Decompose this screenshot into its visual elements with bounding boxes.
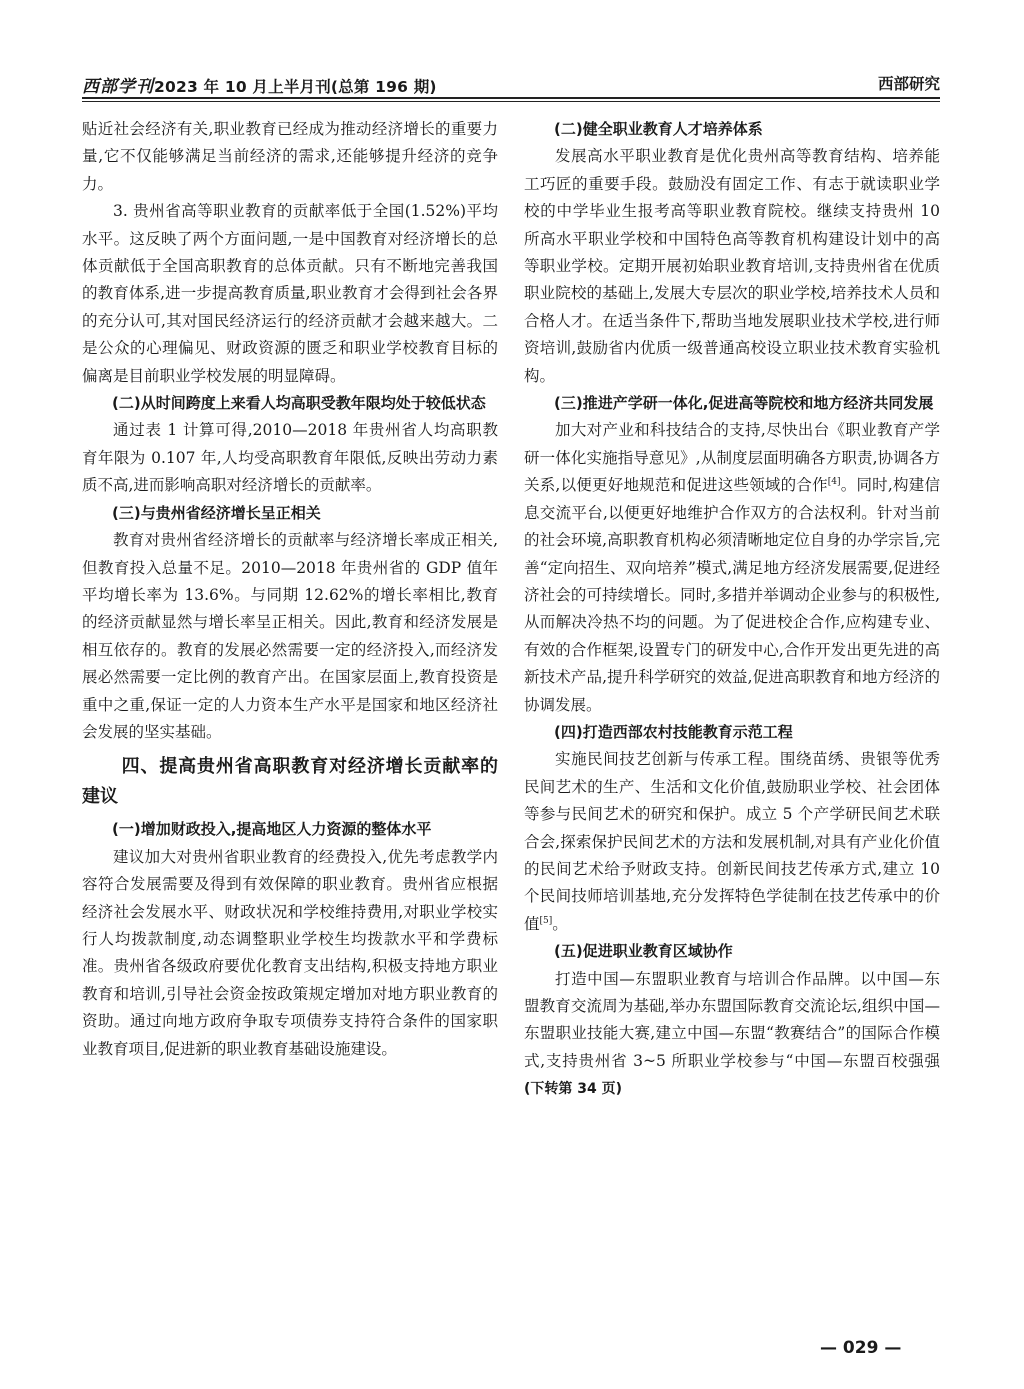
issue-info: 2023 年 10 月上半月刊(总第 196 期) [154, 78, 437, 96]
paragraph: 发展高水平职业教育是优化贵州高等教育结构、培养能工巧匠的重要手段。鼓励没有固定工作、有志于就读职业学校的中学毕业生报考高等职业教育院校。继续支持贵州 10 所高水平职业学校和中国特色高等教育机构建设计划中的高等职业学校。定期开展初始职业教育培训,支持贵州省在优质职业院校的基础上,发展大专层次的职业学校,培养技术人员和合格人才。在适当条件下,帮助当地发展职业技术学校,进行师资培训,鼓励省内优质一级普通高校设立职业技术教育实验机构。 [524, 147, 940, 385]
left-column [82, 116, 498, 1063]
paragraph: 贴近社会经济有关,职业教育已经成为推动经济增长的重要力量,它不仅能够满足当前经济的需求,还能够提升经济的竞争力。 [82, 120, 498, 193]
section-name: 西部研究 [877, 75, 940, 93]
paragraph: 通过表 1 计算可得,2010—2018 年贵州省人均高职教育年限为 0.107 年,人均受高职教育年限低,反映出劳动力素质不高,进而影响高职对经济增长的贡献率。 [82, 421, 498, 495]
section-heading: (三)与贵州省经济增长呈正相关 [112, 503, 321, 522]
paragraph [524, 746, 940, 938]
section-heading: (一)增加财政投入,提高地区人力资源的整体水平 [112, 820, 432, 839]
paragraph: 教育对贵州省经济增长的贡献率与经济增长率成正相关,但教育投入总量不足。2010—2018 年贵州省的 GDP 值年平均增长率为 13.6%。与同期 12.62%的增长率相比,教育的经济贡献显然与增长率呈正相关。因此,教育和经济发展是相互依存的。教育的发展必然需要一定的经济投入,而经济发展必然需要一定比例的教育产出。在国家层面上,教育投资是重中之重,保证一定的人力资本生产水平是国家和地区经济社会发展的坚实基础。 [82, 531, 498, 741]
paragraph-text: 。同时,构建信息交流平台,以便更好地维护合作双方的合法权利。针对当前的社会环境,高职教育机构必须清晰地定位自身的办学宗旨,完善“定向招生、双向培养”模式,满足地方经济发展需要,促进经济社会的可持续增长。同时,多措并举调动企业参与的积极性,从而解决冷热不均的问题。为了促进校企合作,应构建专业、有效的合作框架,设置专门的研发中心,合作开发出更先进的高新技术产品,提升科学研究的效益,促进高职教育和地方经济的协调发展。 [524, 476, 940, 714]
paragraph [524, 417, 940, 718]
running-header [82, 72, 940, 96]
section-heading: (三)推进产学研一体化,促进高等院校和地方经济共同发展 [554, 394, 934, 413]
reference-mark: [5] [539, 915, 553, 926]
section-heading: (五)促进职业教育区域协作 [554, 942, 733, 961]
section-heading: (二)从时间跨度上来看人均高职受教年限均处于较低状态 [112, 394, 486, 413]
paragraph-text: 。 [552, 914, 568, 933]
journal-logo: 西部学刊 [82, 77, 154, 97]
paragraph-text: 加大对产业和科技结合的支持,尽快出台《职业教育产学研一体化实施指导意见》,从制度层面明确各方职责,协调各方关系,以便更好地规范和促进这些领域的合作 [524, 421, 940, 495]
paragraph-text: 打造中国—东盟职业教育与培训合作品牌。以中国—东盟教育交流周为基础,举办东盟国际教育交流论坛,组织中国—东盟职业技能大赛,建立中国—东盟“教赛结合”的国际合作模式,支持贵州省 3~5 所职业学校参与“中国—东盟百校强强 [524, 969, 940, 1070]
section-heading: (二)健全职业教育人才培养体系 [554, 120, 763, 138]
chapter-heading: 四、提高贵州省高职教育对经济增长贡献率的建议 [82, 756, 498, 808]
header-rule [82, 97, 940, 99]
header-rule-thin [82, 101, 940, 102]
section-heading: (四)打造西部农村技能教育示范工程 [554, 722, 793, 741]
reference-mark: [4] [827, 477, 841, 488]
continued-note: (下转第 34 页) [524, 1081, 623, 1098]
paragraph [524, 966, 940, 1104]
right-column [524, 116, 940, 1104]
page-number: — 029 — [820, 1338, 902, 1358]
journal-issue-line [82, 72, 437, 97]
paragraph: 3. 贵州省高等职业教育的贡献率低于全国(1.52%)平均水平。这反映了两个方面问题,一是中国教育对经济增长的总体贡献低于全国高职教育的总体贡献。只有不断地完善我国的教育体系,进一步提高教育质量,职业教育才会得到社会各界的充分认可,其对国民经济运行的经济贡献才会越来越大。二是公众的心理偏见、财政资源的匮乏和职业学校教育目标的偏离是目前职业学校发展的明显障碍。 [82, 202, 498, 385]
paragraph: 建议加大对贵州省职业教育的经费投入,优先考虑教学内容符合发展需要及得到有效保障的职业教育。贵州省应根据经济社会发展水平、财政状况和学校维持费用,对职业学校实行人均拨款制度,动态调整职业学校生均拨款水平和学费标准。贵州省各级政府要优化教育支出结构,积极支持地方职业教育和培训,引导社会资金按政策规定增加对地方职业教育的资助。通过向地方政府争取专项债券支持符合条件的国家职业教育项目,促进新的职业教育基础设施建设。 [82, 847, 498, 1058]
paragraph-text: 实施民间技艺创新与传承工程。围绕苗绣、贵银等优秀民间艺术的生产、生活和文化价值,鼓励职业学校、社会团体等参与民间艺术的研究和保护。成立 5 个产学研民间艺术联合会,探索保护民间艺术的方法和发展机制,对具有产业化价值的民间艺术给予财政支持。创新民间技艺传承方式,建立 10 个民间技师培训基地,充分发挥特色学徒制在技艺传承中的价值 [524, 750, 940, 933]
